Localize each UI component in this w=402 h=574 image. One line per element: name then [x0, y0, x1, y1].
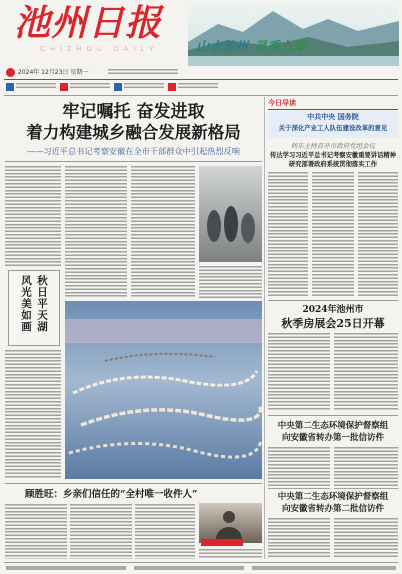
- banner-slogan-part-1: 山水池州: [196, 40, 249, 55]
- body-text-block: [135, 504, 195, 559]
- body-text-block: [70, 504, 132, 559]
- lead-headline-line-1[interactable]: 牢记嘱托 奋发进取: [62, 102, 205, 122]
- masthead-divider: [4, 79, 398, 80]
- section-divider: [268, 415, 398, 416]
- inspection-notice-1-line-1[interactable]: 中央第二生态环境保护督察组: [277, 421, 389, 431]
- body-text-block: [199, 549, 262, 559]
- index-strip-icon: [6, 83, 14, 91]
- masthead-latin-title: CHIZHOU DAILY: [40, 46, 159, 53]
- photo-feature-title-line-2: 风光美如画: [20, 275, 32, 333]
- index-strip-item: [178, 83, 218, 90]
- photo-feature-title-box[interactable]: [8, 270, 60, 346]
- body-text-block: [268, 172, 308, 297]
- feature-story-photo[interactable]: [199, 503, 262, 543]
- index-strip-icon: [168, 83, 176, 91]
- inspection-notice-2-line-1[interactable]: 中央第二生态环境保护督察组: [277, 492, 389, 502]
- news-photo-people[interactable]: [199, 166, 262, 262]
- issue-date: 2024年 12月23日 星期一: [18, 69, 89, 76]
- issue-info-text: [108, 69, 178, 75]
- newspaper-logo-icon: [6, 68, 15, 77]
- column-divider: [264, 97, 265, 559]
- housing-expo-headline-line-1[interactable]: 2024年池州市: [302, 305, 364, 315]
- index-strip-icon: [60, 83, 68, 91]
- masthead-banner-image: [188, 2, 399, 66]
- lead-divider: [5, 161, 262, 162]
- body-text-block: [268, 333, 330, 411]
- footer-text: [252, 566, 396, 570]
- footer-text: [6, 566, 126, 570]
- section-divider: [5, 483, 262, 484]
- body-text-block: [268, 518, 330, 559]
- body-text-block: [268, 447, 330, 489]
- lake-photo[interactable]: [65, 301, 262, 479]
- banner-landscape: [188, 2, 399, 66]
- body-text-block: [5, 350, 61, 478]
- meeting-headline-line-1[interactable]: 传达学习习近平总书记考察安徽重要讲话精神: [270, 152, 396, 159]
- lake-horizon-glow: [65, 319, 262, 343]
- masthead-title: 池州日报: [14, 2, 163, 44]
- photo-figure: [224, 206, 238, 242]
- meeting-kicker: 何东主持召开市政府党组会议: [290, 142, 376, 150]
- inspection-notice-1-line-2[interactable]: 向安徽省转办第一批信访件: [281, 433, 384, 443]
- body-text-block: [312, 172, 354, 297]
- banner-water: [188, 56, 399, 66]
- meeting-headline-line-2[interactable]: 研究部署政府系统贯彻落实工作: [288, 161, 378, 168]
- todays-guide-line-2[interactable]: 关于深化产业工人队伍建设改革的意见: [278, 124, 388, 132]
- footer-text: [134, 566, 244, 570]
- todays-guide-line-1[interactable]: 中共中央 国务院: [307, 113, 359, 121]
- index-strip-item: [16, 83, 56, 90]
- lake-photo-image: [65, 301, 262, 479]
- banner-slogan: [196, 36, 306, 55]
- feature-story-photo-image: [199, 503, 262, 543]
- photo-figure: [207, 210, 221, 242]
- housing-expo-headline-line-2[interactable]: 秋季房展会25日开幕: [281, 317, 385, 330]
- body-text-block: [334, 518, 398, 559]
- body-text-block: [5, 504, 67, 559]
- photo-person-head: [223, 511, 235, 523]
- body-text-block: [5, 166, 61, 266]
- index-strip-icon: [114, 83, 122, 91]
- body-text-block: [131, 166, 195, 298]
- inspection-notice-2-line-2[interactable]: 向安徽省转办第二批信访件: [281, 504, 384, 514]
- body-text-block: [334, 447, 398, 489]
- photo-figure: [241, 213, 255, 243]
- footer-divider: [4, 562, 398, 563]
- todays-guide-underline: [268, 109, 398, 110]
- index-strip-item: [124, 83, 164, 90]
- banner-slogan-part-2: 灵秀九华: [254, 40, 307, 55]
- body-text-block: [358, 172, 398, 297]
- news-photo-people-image: [199, 166, 262, 262]
- lead-headline-line-2[interactable]: 着力构建城乡融合发展新格局: [26, 123, 241, 142]
- index-strip-item: [70, 83, 110, 90]
- lead-subtitle: ——习近平总书记考察安徽在全市干部群众中引起热烈反响: [27, 146, 240, 156]
- photo-feature-title-line-1: 秋日平天湖: [36, 275, 48, 333]
- body-text-block: [65, 166, 127, 298]
- strip-divider: [4, 95, 398, 96]
- section-divider: [268, 300, 398, 301]
- todays-guide-label: 今日导读: [268, 99, 296, 107]
- body-text-block: [334, 333, 398, 411]
- feature-story-headline[interactable]: 顾胜旺：乡亲们信任的“全村唯一收件人”: [25, 489, 198, 500]
- body-text-block: [199, 266, 262, 298]
- column-label-badge: [201, 539, 243, 546]
